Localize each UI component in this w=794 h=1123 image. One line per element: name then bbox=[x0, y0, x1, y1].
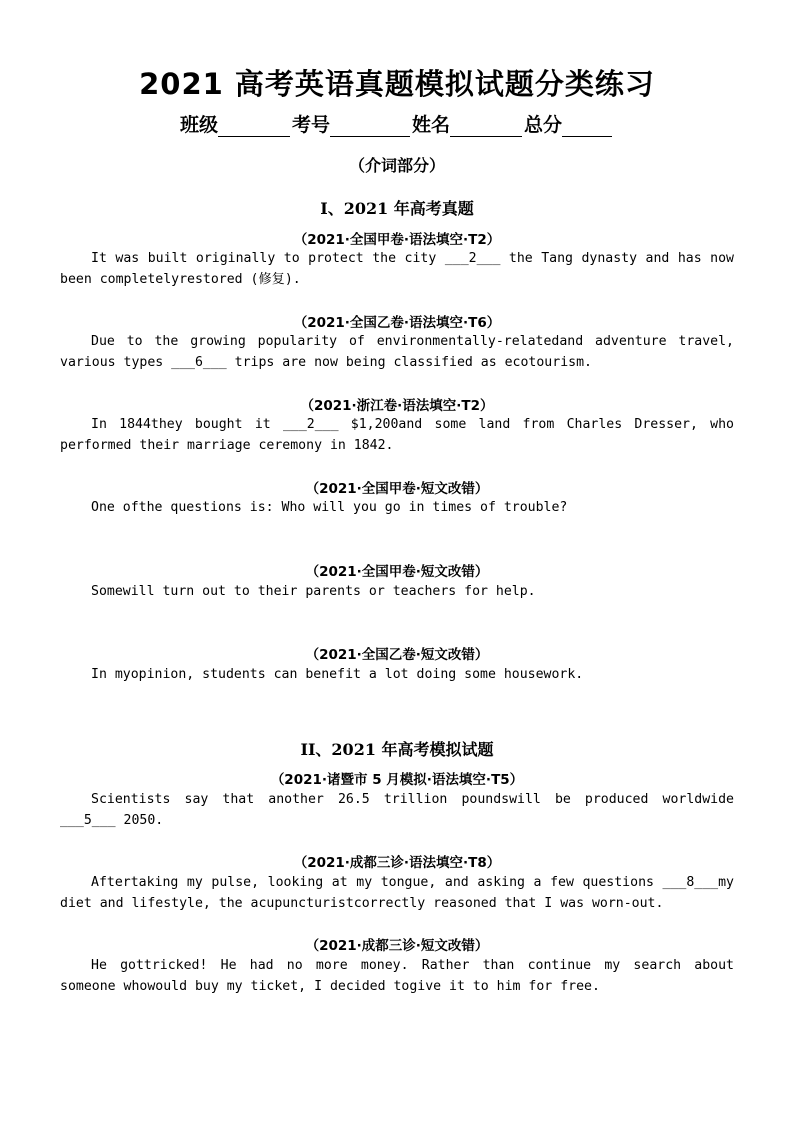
name-blank bbox=[450, 118, 522, 137]
class-label: 班级 bbox=[179, 114, 218, 136]
question-text: Scientists say that another 26.5 trillion poundswill be produced worldwide ___5___ 2050. bbox=[60, 792, 734, 828]
question-text: In 1844they bought it ___2___ $1,200and some land from Charles Dresser, who performed their marriage ceremony in 1842. bbox=[60, 417, 734, 453]
question-text: It was built originally to protect the city ___2___ the Tang dynasty and has now been completelyrestored (修复). bbox=[60, 251, 734, 287]
question-source: （2021·诸暨市 5 月模拟·语法填空·T5） bbox=[270, 772, 524, 788]
page-subtitle: （介词部分） bbox=[348, 156, 445, 175]
score-blank bbox=[562, 118, 612, 137]
section-2-heading: II、2021 年高考模拟试题 bbox=[300, 740, 494, 759]
question-text: He gottricked! He had no more money. Rather than continue my search about someone whowould buy my ticket, I decided togive it to him for free. bbox=[60, 958, 734, 994]
question-text: In myopinion, students can benefit a lot doing some housework. bbox=[91, 667, 584, 682]
question-source: （2021·成都三诊·语法填空·T8） bbox=[293, 855, 501, 871]
question-source: （2021·全国甲卷·短文改错） bbox=[305, 564, 489, 580]
page-title: 2021 高考英语真题模拟试题分类练习 bbox=[139, 67, 655, 101]
question-source: （2021·浙江卷·语法填空·T2） bbox=[300, 398, 494, 414]
score-label: 总分 bbox=[524, 114, 563, 136]
name-label: 姓名 bbox=[412, 114, 451, 136]
question-text: Due to the growing popularity of environmentally-relatedand adventure travel, various types ___6___ trips are now being classified as ecotourism. bbox=[60, 334, 734, 370]
student-info-line bbox=[0, 110, 794, 137]
question-source: （2021·全国乙卷·语法填空·T6） bbox=[293, 315, 501, 331]
section-1-heading: I、2021 年高考真题 bbox=[320, 199, 474, 218]
question-text: Aftertaking my pulse, looking at my tongue, and asking a few questions ___8___my diet and lifestyle, the acupuncturistcorrectly reasoned that I was worn-out. bbox=[60, 875, 734, 911]
question-source: （2021·全国甲卷·语法填空·T2） bbox=[293, 232, 501, 248]
question-text: Somewill turn out to their parents or teachers for help. bbox=[91, 584, 536, 599]
class-blank bbox=[218, 118, 290, 137]
exam-no-blank bbox=[330, 118, 410, 137]
question-text: One ofthe questions is: Who will you go in times of trouble? bbox=[91, 500, 568, 515]
exam-no-label: 考号 bbox=[291, 114, 330, 136]
question-source: （2021·全国甲卷·短文改错） bbox=[305, 481, 489, 497]
question-source: （2021·全国乙卷·短文改错） bbox=[305, 647, 489, 663]
question-source: （2021·成都三诊·短文改错） bbox=[305, 938, 489, 954]
